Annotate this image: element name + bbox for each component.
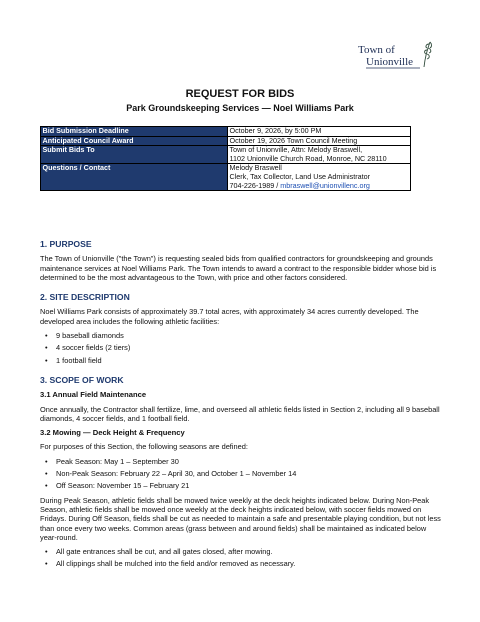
contact-email-link[interactable]: mbraswell@unionvillenc.org — [280, 180, 370, 190]
list-item: • Off Season: November 15 – February 21 — [40, 481, 442, 490]
list-item: • 1 football field — [40, 356, 442, 365]
document-title: REQUEST FOR BIDS — [185, 88, 295, 100]
section-heading-scope: 3. SCOPE OF WORK — [40, 374, 124, 385]
mowing-intro: For purposes of this Section, the following seasons are defined: — [40, 442, 248, 452]
mowing-requirements-list — [40, 547, 442, 569]
town-logo-graphic — [352, 38, 442, 72]
list-item: • All gate entrances shall be cut, and all gates closed, after mowing. — [40, 547, 442, 556]
wheat-icon — [424, 42, 432, 67]
info-value: Melody Braswell Clerk, Tax Collector, Land Use Administrator 704-226-1989 / mbraswell@unionvillenc.org — [228, 164, 411, 191]
mowing-text: During Peak Season, athletic fields shall be mowed twice weekly at the deck heights indicated below. During Non-Peak Season, athletic fields shall be mowed once weekly at the deck heights indicated below, with soccer fields mowed on Fridays. During Off Season, fields shall be cut as needed to maintain a safe and presentable playing condition, but not less than once every two weeks. Common areas (grass between and around fields) shall be maintained as indicated below year-round. — [40, 495, 441, 542]
info-label: Bid Submission Deadline — [41, 127, 228, 137]
facility-list — [40, 331, 442, 365]
subsection-heading-mowing: 3.2 Mowing — Deck Height & Frequency — [40, 428, 185, 438]
document-body — [40, 240, 442, 574]
info-value: October 9, 2026, by 5:00 PM — [228, 127, 411, 137]
site-text: Noel Williams Park consists of approximately 39.7 total acres, with approximately 34 acres currently developed. The developed area includes the following athletic facilities: — [40, 307, 419, 326]
table-row — [41, 146, 411, 164]
info-label: Submit Bids To — [41, 146, 228, 164]
logo-line2: Unionville — [366, 56, 414, 68]
list-item: • All clippings shall be mulched into the field and/or removed as necessary. — [40, 559, 442, 568]
annual-text: Once annually, the Contractor shall fertilize, lime, and overseed all athletic fields listed in Section 2, including all 9 baseball diamonds, 4 soccer fields, and 1 football field. — [40, 404, 440, 423]
list-item: • 9 baseball diamonds — [40, 331, 442, 340]
list-item: • Non-Peak Season: February 22 – April 30, and October 1 – November 14 — [40, 469, 442, 478]
subsection-heading-annual: 3.1 Annual Field Maintenance — [40, 390, 147, 400]
table-row — [41, 164, 411, 191]
info-label: Anticipated Council Award — [41, 136, 228, 146]
list-item: • Peak Season: May 1 – September 30 — [40, 457, 442, 466]
section-heading-purpose: 1. PURPOSE — [40, 239, 92, 249]
info-value: October 19, 2026 Town Council Meeting — [228, 136, 411, 146]
contact-phone: 704-226-1989 / — [229, 180, 281, 190]
bid-info-table — [40, 126, 411, 191]
document-subtitle: Park Groundskeeping Services — Noel Williams Park — [126, 103, 354, 113]
list-item: • 4 soccer fields (2 tiers) — [40, 343, 442, 352]
info-label: Questions / Contact — [41, 164, 228, 191]
season-list — [40, 457, 442, 491]
town-logo — [352, 38, 442, 72]
info-value: Town of Unionville, Attn: Melody Braswell, 1102 Unionville Church Road, Monroe, NC 28110 — [228, 146, 411, 164]
section-heading-site: 2. SITE DESCRIPTION — [40, 292, 130, 303]
logo-line1: Town of — [358, 44, 395, 56]
purpose-text: The Town of Unionville ("the Town") is requesting sealed bids from qualified contractors for groundskeeping and grounds maintenance services at Noel Williams Park. The Town intends to award a contract to the responsible bidder whose bid is determined to be the most advantageous to the Town, with price and other factors considered. — [40, 254, 437, 282]
